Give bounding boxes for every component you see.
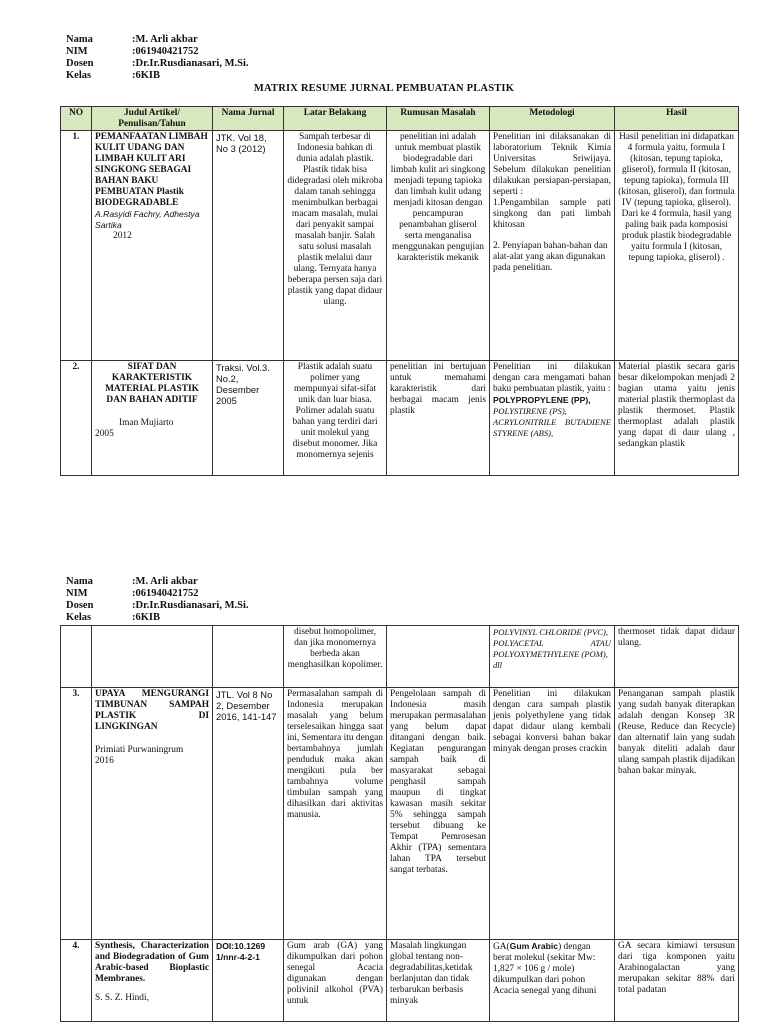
kelas-value: :6KIB xyxy=(132,612,161,623)
header-metodologi: Metodologi xyxy=(490,107,615,131)
row1-rumusan: penelitian ini adalah untuk membuat plastik biodegradable dari limbah kulit ari singkong menjadi tepung tapioka dan limbah kulit udang menjadi kitosan dengan pencampuran penambahan gliserol serta menganalisa menggunakan pengujian karakteristik mekanik xyxy=(387,131,490,361)
row4-rumusan: Masalah lingkungan global tentang non-degradabilitas,ketidak berlanjutan dan tidak terbarukan berbasis minyak xyxy=(387,940,490,1022)
table-row xyxy=(61,131,739,361)
row2cont-no xyxy=(61,626,92,688)
row2-hasil: Material plastik secara garis besar dikelompokan menjadi 2 bagian utama yaitu jenis material plastik thermoplast da plastik thermoset. Plastik thermoplast adalah plastik yang dapat di daur ulang , sedangkan plastik xyxy=(615,361,739,476)
dosen-value: :Dr.Ir.Rusdianasari, M.Si. xyxy=(132,58,249,69)
row3-judul: UPAYA MENGURANGI TIMBUNAN SAMPAH PLASTIK DI LINGKINGAN xyxy=(95,689,209,732)
header-hasil: Hasil xyxy=(615,107,739,131)
nim-label: NIM xyxy=(66,46,88,57)
nama-value: :M. Arli akbar xyxy=(132,34,198,45)
dosen-label: Dosen xyxy=(66,600,94,611)
row4-judul-cell xyxy=(92,940,213,1022)
dosen-value: :Dr.Ir.Rusdianasari, M.Si. xyxy=(132,600,249,611)
kelas-value: :6KIB xyxy=(132,70,161,81)
row2-ps: POLYSTIRENE (PS), xyxy=(493,406,567,416)
row3-hasil: Penanganan sampah plastik yang sudah banyak diterapkan adalah dengan Konsep 3R (Reuse, Reduce dan Recycle) dan alternatif lain yang sudah banyak diteliti adalah daur ulang sampah plastik dijadikan bahan bakar minyak. xyxy=(615,688,739,940)
row4-judul: Synthesis, Characterization and Biodegradation of Gum Arabic-based Bioplastic Membranes. xyxy=(95,941,209,984)
dosen-label: Dosen xyxy=(66,58,94,69)
kelas-label: Kelas xyxy=(66,70,92,81)
row1-metodologi-step2: 2. Penyiapan bahan-bahan dan alat-alat yang akan digunakan pada penelitian. xyxy=(493,241,608,273)
row2-latar: Plastik adalah suatu polimer yang mempunyai sifat-sifat unik dan luar biasa. Polimer adalah suatu bahan yang terdiri dari unit molekul yang disebut monomer. Jika monomernya sejenis xyxy=(284,361,387,476)
row2-no: 2. xyxy=(61,361,92,476)
row3-rumusan: Pengelolaan sampah di Indonesia masih merupakan permasalahan yang belum dapat ditangani dengan baik. Kegiatan pengurangan sampah baik di masyarakat sebagai penghasil sampah maupun di tingkat kawasan masih sekitar 5% sehingga sampah tersebut dibuang ke Tempat Pemrosesan Akhir (TPA) sementara lahan TPA tersebut sangat terbatas. xyxy=(387,688,490,940)
header-nama-jurnal: Nama Jurnal xyxy=(213,107,284,131)
row1-metodologi-intro: Penelitian ini dilaksanakan di laboratorium Teknik Kimia Universitas Sriwijaya. Sebelum dilakukan penelitian dilakukan persiapan-persiapan, seperti : xyxy=(493,132,611,197)
nama-label: Nama xyxy=(66,576,93,587)
row2cont-metodologi-cell xyxy=(490,626,615,688)
header-no: NO xyxy=(61,107,92,131)
row4-latar: Gum arab (GA) yang dikumpulkan dari pohon senegal Acacia digunakan dengan polivinil alkohol (PVA) untuk xyxy=(284,940,387,1022)
row2cont-rumusan xyxy=(387,626,490,688)
row3-author: Primiati Purwaningrum xyxy=(95,745,184,755)
row4-metodologi-cell xyxy=(490,940,615,1022)
row2-metodologi: Penelitian ini dilakukan dengan cara mengamati bahan baku pembuatan plastik, yaitu : xyxy=(493,362,611,394)
row2-judul-cell xyxy=(92,361,213,476)
row3-no: 3. xyxy=(61,688,92,940)
row2cont-hasil: thermoset tidak dapat didaur ulang. xyxy=(615,626,739,688)
row1-year: 2012 xyxy=(113,231,132,241)
row1-metodologi-cell xyxy=(490,131,615,361)
matrix-table-page-1 xyxy=(60,106,739,476)
table-row xyxy=(61,940,739,1022)
row3-jurnal: JTL. Vol 8 No 2, Desember 2016, 141-147 xyxy=(213,688,284,940)
row2cont-latar: disebut homopolimer, dan jika monomernya berbeda akan menghasilkan kopolimer. xyxy=(284,626,387,688)
row1-latar: Sampah terbesar di Indonesia bahkan di dunia adalah plastik. Plastik tidak bisa didegradasi oleh mikroba dalam tanah sehingga menimbulkan berbagai macam masalah, mulai dari penyakit sampai masalah banjir. Salah satu solusi masalah plastik melalui daur ulang. Ternyata hanya beberapa persen saja dari plastik yang dapat didaur ulang. xyxy=(284,131,387,361)
nama-label: Nama xyxy=(66,34,93,45)
row2-metodologi-cell xyxy=(490,361,615,476)
row2-judul: SIFAT DAN KARAKTERISTIK MATERIAL PLASTIK DAN BAHAN ADITIF xyxy=(105,362,199,405)
row2-pp: POLYPROPYLENE (PP), xyxy=(493,395,591,405)
header-latar-belakang: Latar Belakang xyxy=(284,107,387,131)
row3-judul-cell xyxy=(92,688,213,940)
table-row xyxy=(61,626,739,688)
row1-no: 1. xyxy=(61,131,92,361)
row2-year: 2005 xyxy=(95,429,114,439)
row3-latar: Permasalahan sampah di Indonesia merupakan masalah yang belum terselesaikan hingga saat ini, Sementara itu dengan bertambahnya jumlah penduduk maka akan mengikuti pula ber tambahnya volume timbulan sampah yang dihasilkan dari aktivitas manusia. xyxy=(284,688,387,940)
row4-author: S. S. Z. Hindi, xyxy=(95,993,149,1003)
student-info-2 xyxy=(66,576,249,624)
row4-metodologi-gum: Gum Arabic xyxy=(509,941,559,951)
row4-hasil: GA secara kimiawi tersusun dari tiga komponen yaitu Arabinogalactan yang merupakan sekitar 88% dari total padatan xyxy=(615,940,739,1022)
row4-metodologi-rest: ) dengan berat molekul (sekitar Mw: 1,827 × 106 g / mole) dikumpulkan dari pohon Acacia senegal yang dihuni xyxy=(493,942,597,996)
table-row xyxy=(61,688,739,940)
table-row xyxy=(61,361,739,476)
row2cont-pom: POLYACETAL ATAU POLYOXYMETHYLENE (POM), xyxy=(493,638,611,659)
header-rumusan-masalah: Rumusan Masalah xyxy=(387,107,490,131)
row2-author: Iman Mujiarto xyxy=(119,418,174,428)
document-title: MATRIX RESUME JURNAL PEMBUATAN PLASTIK xyxy=(253,83,515,94)
matrix-table-page-2 xyxy=(60,625,739,1022)
row1-hasil: Hasil penelitian ini didapatkan 4 formula yaitu, formula I (kitosan, tepung tapioka, gliserol), formula II (kitosan, tepung tapioka), formula III (kitosan, gliserol), dan formula IV (tepung tapioka, gliserol). Dari ke 4 formula, hasil yang paling baik pada komposisi produk plastik biodegradable yaitu formula I (kitosan, tepung tapioka, gliserol) . xyxy=(615,131,739,361)
row2-rumusan: penelitian ini bertujuan untuk memahami karakteristik dari berbagai macam jenis plastik xyxy=(387,361,490,476)
kelas-label: Kelas xyxy=(66,612,92,623)
nim-value: :061940421752 xyxy=(132,588,199,599)
row4-metodologi-ga: GA( xyxy=(493,942,510,952)
row2cont-jurnal xyxy=(213,626,284,688)
row2cont-judul xyxy=(92,626,213,688)
row1-jurnal: JTK. Vol 18, No 3 (2012) xyxy=(213,131,284,361)
row4-no: 4. xyxy=(61,940,92,1022)
row2-jurnal: Traksi. Vol.3. No.2, Desember 2005 xyxy=(213,361,284,476)
row1-metodologi-step1: 1.Pengambilan sample pati singkong dan pati limbah khitosan xyxy=(493,198,611,230)
row2-abs: ACRYLONITRILE BUTADIENE STYRENE (ABS), xyxy=(493,417,611,438)
row1-judul-cell xyxy=(92,131,213,361)
row2cont-dll: dll xyxy=(493,660,503,670)
table-header-row xyxy=(61,107,739,131)
student-info-1 xyxy=(66,34,249,82)
nim-value: :061940421752 xyxy=(132,46,199,57)
row3-year: 2016 xyxy=(95,756,114,766)
row1-authors: A.Rasyidi Fachry, Adhestya Sartika xyxy=(95,209,200,230)
header-judul: Judul Artikel/ Penulisan/Tahun xyxy=(92,107,213,131)
row4-jurnal: DOI:10.1269 1/nnr-4-2-1 xyxy=(213,940,284,1022)
row1-judul: PEMANFAATAN LIMBAH KULIT UDANG DAN LIMBAH KULIT ARI SINGKONG SEBAGAI BAHAN BAKU PEMBUATAN Plastik BIODEGRADABLE xyxy=(95,132,208,208)
row3-metodologi: Penelitian ini dilakukan dengan cara sampah plastik jenis polyethylene yang tidak dapat didaur ulang kembali sebagai konversi bahan bakar minyak dengan proses crackin xyxy=(490,688,615,940)
nim-label: NIM xyxy=(66,588,88,599)
row2cont-pvc: POLYVINYL CHLORIDE (PVC), xyxy=(493,627,608,637)
nama-value: :M. Arli akbar xyxy=(132,576,198,587)
